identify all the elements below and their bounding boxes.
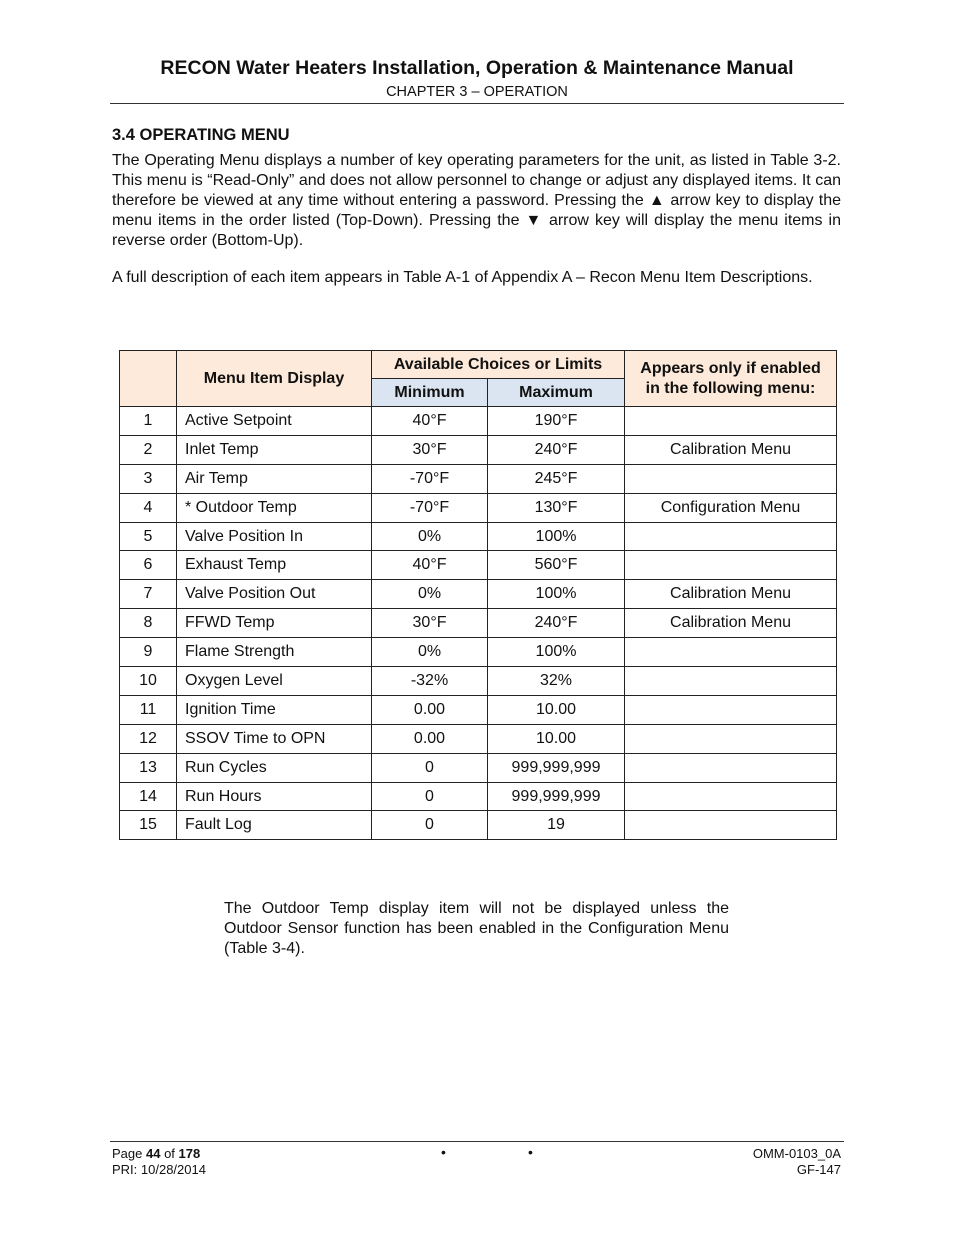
enabling-menu [625,522,837,551]
row-number: 11 [120,695,177,724]
row-number: 6 [120,551,177,580]
minimum-value: -70°F [372,493,488,522]
table-row [120,435,837,464]
row-number: 7 [120,580,177,609]
row-number: 2 [120,435,177,464]
maximum-value: 100% [488,522,625,551]
header-menu-item: Menu Item Display [177,351,372,407]
maximum-value: 240°F [488,435,625,464]
enabling-menu [625,811,837,840]
minimum-value: 0 [372,753,488,782]
menu-item-name: Active Setpoint [177,407,372,436]
table-row [120,811,837,840]
minimum-value: 0% [372,638,488,667]
row-number: 15 [120,811,177,840]
menu-item-name: * Outdoor Temp [177,493,372,522]
table-row [120,724,837,753]
table-body [120,407,837,840]
minimum-value: 0.00 [372,695,488,724]
footer-right [753,1146,841,1178]
row-number: 1 [120,407,177,436]
minimum-value: -32% [372,667,488,696]
maximum-value: 245°F [488,464,625,493]
operating-menu-table [119,350,837,840]
table-row [120,580,837,609]
page-indicator [112,1146,206,1162]
footer-left [112,1146,206,1178]
appendix-paragraph: A full description of each item appears in Table A-1 of Appendix A – Recon Menu Item Descriptions. [112,269,813,286]
enabling-menu [625,695,837,724]
maximum-value: 10.00 [488,695,625,724]
maximum-value: 100% [488,580,625,609]
menu-item-name: Flame Strength [177,638,372,667]
header-maximum: Maximum [488,379,625,407]
enabling-menu [625,667,837,696]
revision-date: PRI: 10/28/2014 [112,1162,206,1177]
menu-item-name: Run Cycles [177,753,372,782]
row-number: 3 [120,464,177,493]
table-row [120,464,837,493]
maximum-value: 19 [488,811,625,840]
maximum-value: 999,999,999 [488,782,625,811]
menu-item-name: Exhaust Temp [177,551,372,580]
table-row [120,407,837,436]
enabling-menu: Configuration Menu [625,493,837,522]
maximum-value: 190°F [488,407,625,436]
page-number: 44 [145,1146,161,1161]
header-divider [110,103,844,104]
page-total: 178 [178,1146,201,1161]
minimum-value: 0% [372,580,488,609]
row-number: 9 [120,638,177,667]
row-number: 14 [120,782,177,811]
enabling-menu [625,724,837,753]
menu-item-name: SSOV Time to OPN [177,724,372,753]
menu-item-name: Air Temp [177,464,372,493]
minimum-value: 30°F [372,435,488,464]
minimum-value: -70°F [372,464,488,493]
header-choices: Available Choices or Limits [372,351,625,379]
footer-bullet-2: • [528,1144,533,1160]
minimum-value: 0 [372,782,488,811]
table-row [120,551,837,580]
section-title: 3.4 OPERATING MENU [112,126,290,144]
of-label: of [160,1146,179,1161]
menu-item-name: Fault Log [177,811,372,840]
minimum-value: 0 [372,811,488,840]
enabling-menu [625,638,837,667]
table-row [120,695,837,724]
maximum-value: 32% [488,667,625,696]
menu-item-name: FFWD Temp [177,609,372,638]
row-number: 8 [120,609,177,638]
enabling-menu [625,753,837,782]
header-appears-only: Appears only if enabled in the following menu: [625,351,837,407]
table-row [120,609,837,638]
maximum-value: 100% [488,638,625,667]
maximum-value: 999,999,999 [488,753,625,782]
enabling-menu [625,407,837,436]
enabling-menu [625,782,837,811]
footer-divider [110,1141,844,1142]
maximum-value: 130°F [488,493,625,522]
page-label: Page [112,1146,146,1161]
row-number: 12 [120,724,177,753]
maximum-value: 560°F [488,551,625,580]
menu-item-name: Inlet Temp [177,435,372,464]
minimum-value: 40°F [372,551,488,580]
row-number: 10 [120,667,177,696]
document-code: OMM-0103_0A [752,1146,841,1161]
intro-paragraph: The Operating Menu displays a number of key operating parameters for the unit, as listed in Table 3-2. This menu is “Read-Only” and does not allow personnel to change or adjust any displayed items. It can therefore be viewed at any time without entering a password. Pressing the ▲ arrow key to display the menu items in the order listed (Top-Down). Pressing the ▼ arrow key will display the menu items in reverse order (Bottom-Up). [112,152,841,249]
table-row [120,638,837,667]
table-row [120,493,837,522]
maximum-value: 240°F [488,609,625,638]
table-row [120,782,837,811]
chapter-label: CHAPTER 3 – OPERATION [386,84,568,100]
enabling-menu [625,551,837,580]
outdoor-temp-note: The Outdoor Temp display item will not be displayed unless the Outdoor Sensor function has been enabled in the Configuration Menu (Table 3-4). [224,900,729,957]
menu-item-name: Ignition Time [177,695,372,724]
header-minimum: Minimum [372,379,488,407]
minimum-value: 0.00 [372,724,488,753]
menu-item-name: Valve Position In [177,522,372,551]
document-title: RECON Water Heaters Installation, Operation & Maintenance Manual [160,57,794,79]
menu-item-name: Oxygen Level [177,667,372,696]
menu-item-name: Valve Position Out [177,580,372,609]
minimum-value: 40°F [372,407,488,436]
minimum-value: 30°F [372,609,488,638]
table-row [120,522,837,551]
enabling-menu [625,464,837,493]
enabling-menu: Calibration Menu [625,435,837,464]
enabling-menu: Calibration Menu [625,580,837,609]
gf-code: GF-147 [796,1162,841,1177]
enabling-menu: Calibration Menu [625,609,837,638]
row-number: 13 [120,753,177,782]
maximum-value: 10.00 [488,724,625,753]
header-number-cell [120,351,177,407]
row-number: 4 [120,493,177,522]
table-row [120,753,837,782]
table-row [120,667,837,696]
footer-bullet-1: • [441,1144,446,1160]
menu-item-name: Run Hours [177,782,372,811]
row-number: 5 [120,522,177,551]
minimum-value: 0% [372,522,488,551]
